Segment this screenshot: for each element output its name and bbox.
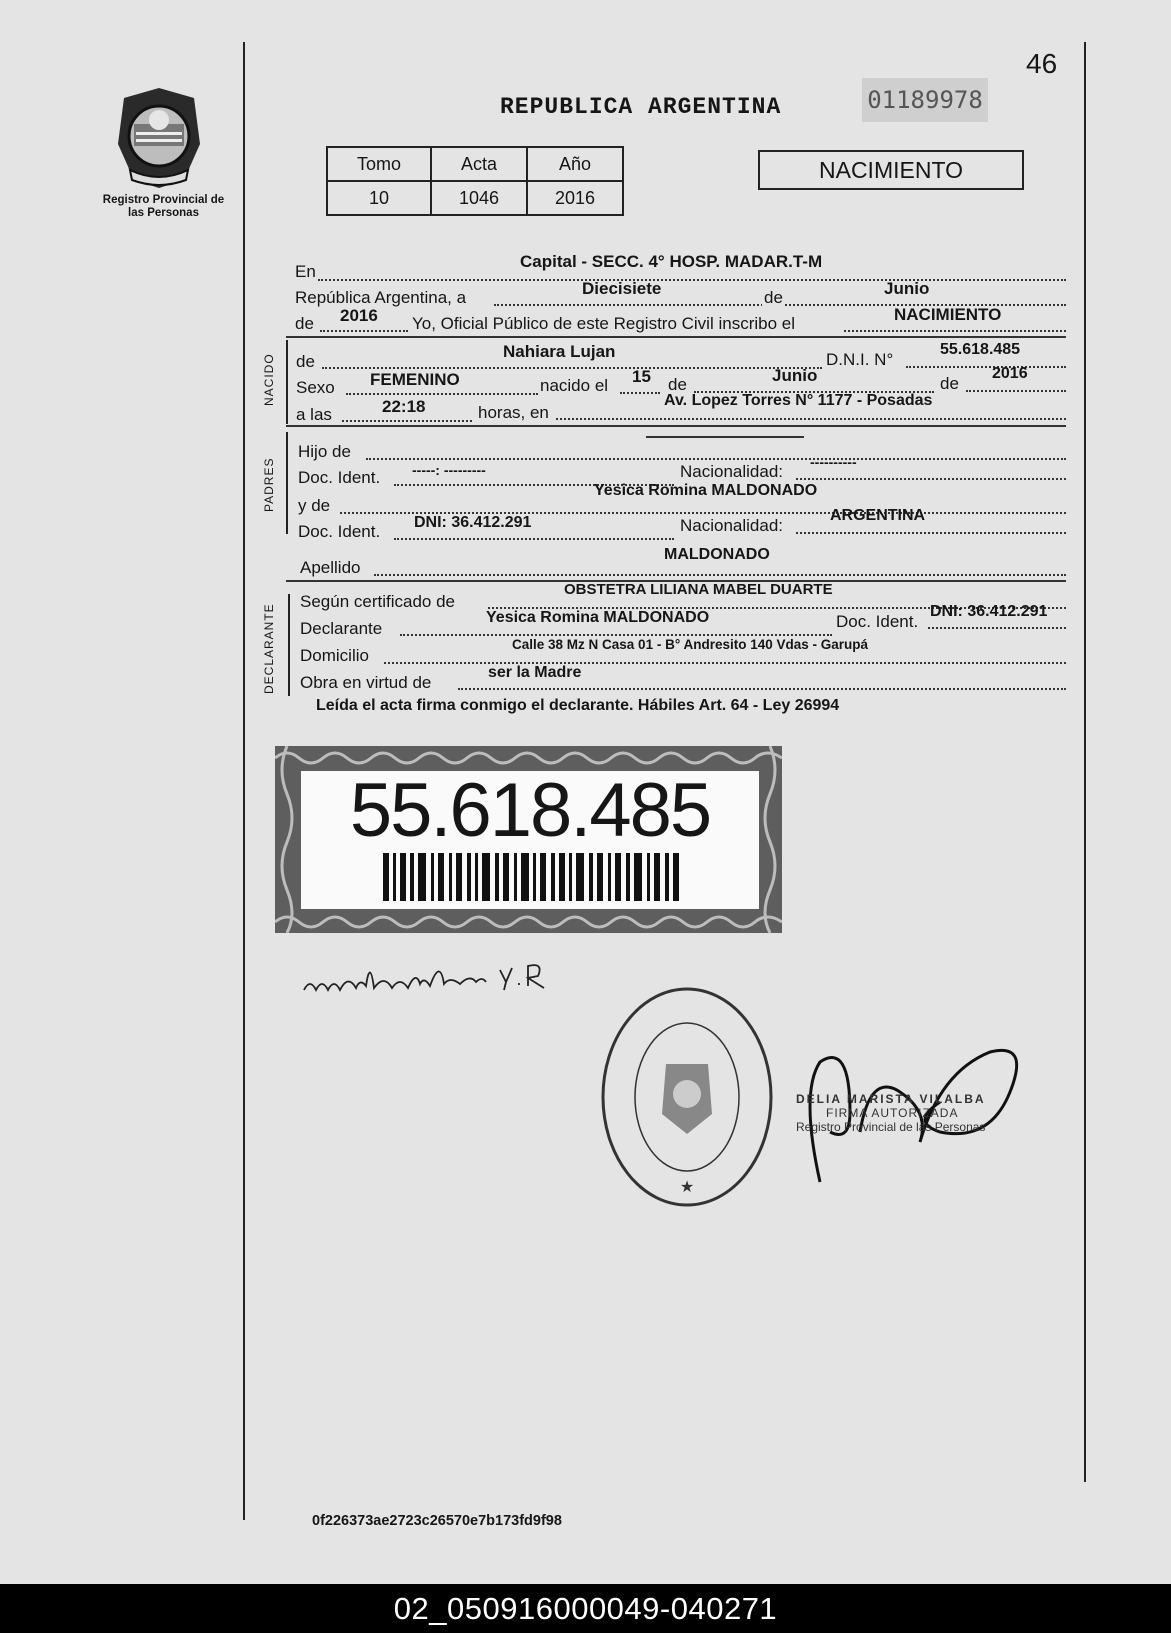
domicilio-value: Calle 38 Mz N Casa 01 - B° Andresito 140 Vdas - Garupá	[512, 637, 869, 652]
sexo-label: Sexo	[296, 378, 335, 397]
mes-value: Junio	[884, 279, 930, 298]
separator	[286, 336, 1066, 338]
nac1-label: Nacionalidad:	[680, 462, 784, 481]
dia-nacimiento: 15	[632, 367, 651, 386]
acto-value: NACIMIENTO	[894, 305, 1002, 324]
value-anio: 2016	[527, 181, 623, 215]
header-anio: Año	[527, 147, 623, 181]
en-value: Capital - SECC. 4° HOSP. MADAR.T-M	[520, 252, 823, 271]
value-tomo: 10	[327, 181, 431, 215]
decl-doc-value: DNI: 36.412.291	[930, 603, 1048, 620]
oficial-text: Yo, Oficial Público de este Registro Civil inscribo el	[412, 314, 795, 333]
right-margin-line	[1084, 42, 1086, 1482]
de-anio-label: de	[940, 374, 959, 393]
alas-label: a las	[296, 405, 332, 424]
cert-label: Según certificado de	[300, 592, 455, 611]
footer-id: 02_050916000049-040271	[0, 1584, 1171, 1633]
nacido-side-label: NACIDO	[262, 353, 276, 406]
anio-nacimiento: 2016	[992, 365, 1028, 382]
nac2-label: Nacionalidad:	[680, 516, 784, 535]
anio-value: 2016	[340, 306, 378, 325]
doc1-value: -----: ---------	[412, 462, 486, 478]
de-mes-label: de	[668, 375, 687, 394]
de2-label: de	[295, 314, 314, 333]
record-type-box: NACIMIENTO	[758, 150, 1024, 190]
declarante-label: Declarante	[300, 619, 383, 638]
separator	[286, 425, 1066, 427]
sexo-value: FEMENINO	[370, 370, 460, 389]
domicilio-label: Domicilio	[300, 646, 369, 665]
nac2-value: ARGENTINA	[830, 507, 926, 524]
declarante-side-label: DECLARANTE	[262, 603, 276, 694]
doc2-value: DNI: 36.412.291	[414, 514, 532, 531]
en-label: En	[295, 262, 316, 281]
nacido-de-label: de	[296, 352, 315, 371]
document-title: REPUBLICA ARGENTINA	[500, 94, 782, 120]
record-table	[326, 146, 624, 216]
republica-label: República Argentina, a	[295, 288, 467, 307]
logo-caption: Registro Provincial de las Personas	[102, 194, 225, 219]
value-acta: 1046	[431, 181, 527, 215]
barcode-bars	[383, 853, 683, 901]
province-logo	[112, 84, 206, 190]
closing-text: Leída el acta firma conmigo el declarante. Hábiles Art. 64 - Ley 26994	[316, 697, 840, 714]
cert-value: OBSTETRA LILIANA MABEL DUARTE	[564, 581, 833, 598]
de-label: de	[764, 288, 783, 307]
official-stamp	[796, 1092, 986, 1134]
nac1-value: ----------	[810, 454, 857, 470]
hora-value: 22:18	[382, 397, 426, 416]
header-acta: Acta	[431, 147, 527, 181]
handwritten-signature	[300, 948, 560, 1013]
nacido-bracket	[286, 340, 288, 424]
round-stamp	[598, 984, 776, 1215]
official-stamp-line1: DELIA MARISTA VILALBA	[796, 1092, 986, 1106]
padre-blank-line	[646, 436, 804, 438]
dia-value: Diecisiete	[582, 279, 662, 298]
doc2-label: Doc. Ident.	[298, 522, 381, 541]
y-de-label: y de	[298, 496, 331, 515]
header-tomo: Tomo	[327, 147, 431, 181]
svg-text:★: ★	[679, 1179, 695, 1196]
barcode-panel	[301, 768, 759, 909]
lugar-nacimiento: Av. Lopez Torres N° 1177 - Posadas	[664, 392, 933, 409]
padres-side-label: PADRES	[262, 457, 276, 512]
page-number: 46	[1026, 48, 1058, 79]
barcode-number: 55.618.485	[349, 768, 711, 853]
mes-nacimiento: Junio	[772, 366, 818, 385]
obra-value: ser la Madre	[488, 664, 582, 681]
decl-doc-label: Doc. Ident.	[836, 612, 919, 631]
madre-value: Yesica Romina MALDONADO	[594, 482, 818, 499]
obra-label: Obra en virtud de	[300, 673, 432, 692]
nacido-nombre: Nahiara Lujan	[503, 342, 616, 361]
apellido-label: Apellido	[300, 558, 361, 577]
serial-number-stamp: 01189978	[862, 78, 988, 122]
declarante-bracket	[288, 594, 290, 696]
nacido-el-label: nacido el	[540, 376, 609, 395]
dni-label: D.N.I. N°	[826, 350, 894, 369]
padres-bracket	[286, 432, 288, 534]
declarante-value: Yesica Romina MALDONADO	[486, 609, 710, 626]
left-margin-line	[243, 42, 245, 1520]
hijo-de-label: Hijo de	[298, 442, 351, 461]
official-stamp-line3: Registro Provincial de las Personas	[796, 1120, 986, 1134]
horas-en-label: horas, en	[478, 403, 549, 422]
apellido-value: MALDONADO	[664, 546, 770, 563]
dni-value: 55.618.485	[940, 341, 1021, 358]
document-hash: 0f226373ae2723c26570e7b173fd9f98	[312, 1513, 562, 1529]
official-stamp-line2: FIRMA AUTORIZADA	[826, 1106, 959, 1120]
doc1-label: Doc. Ident.	[298, 468, 381, 487]
